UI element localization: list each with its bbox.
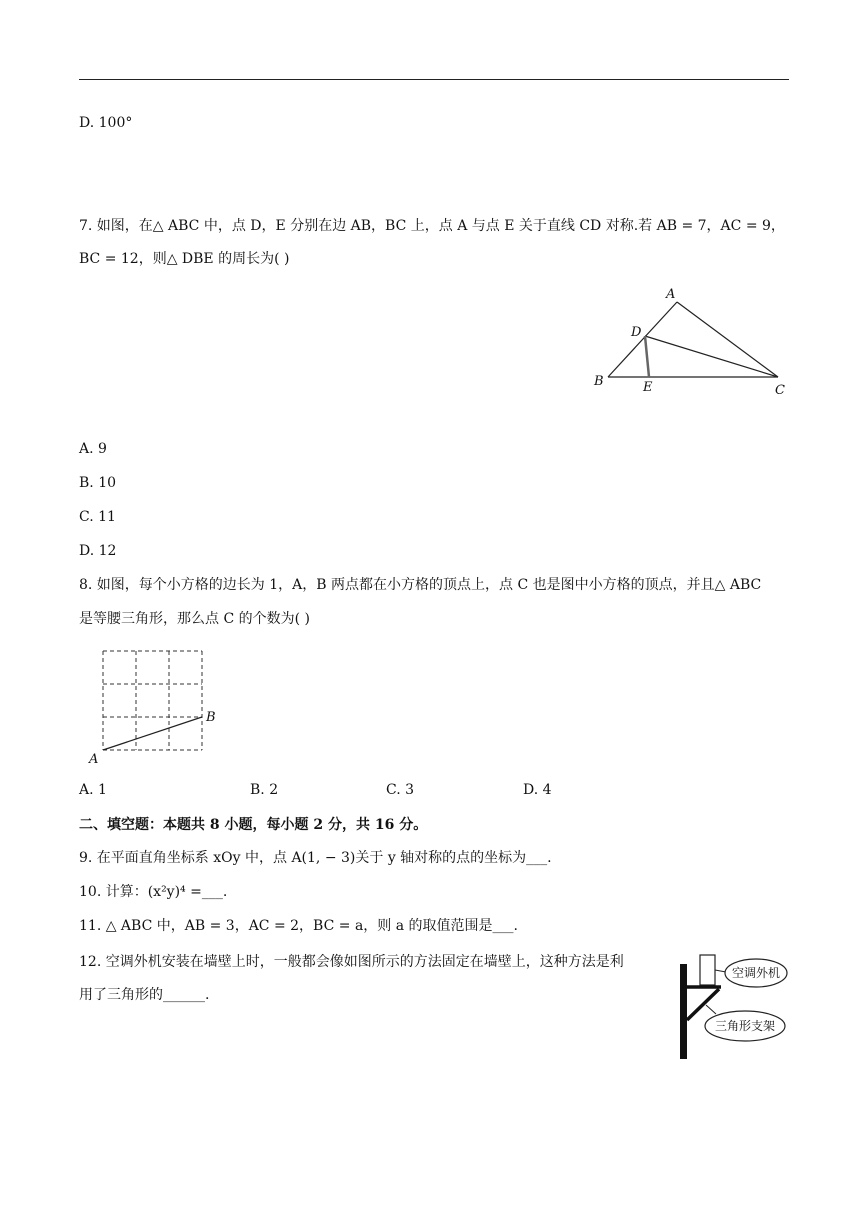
label-b: B <box>594 374 604 389</box>
q12-stem-line1: 12. 空调外机安装在墙壁上时，一般都会像如图所示的方法固定在墙壁上，这种方法是利 <box>79 954 624 970</box>
label-a: A <box>666 287 676 302</box>
q7-option-c: C. 11 <box>79 509 116 525</box>
q8-stem-line2: 是等腰三角形，那么点 C 的个数为( ) <box>79 611 310 627</box>
label-d: D <box>631 325 642 340</box>
q10-stem: 10. 计算：(x²y)⁴ =___. <box>79 884 228 900</box>
q7-stem-line2: BC = 12，则△ DBE 的周长为( ) <box>79 251 290 267</box>
label-c: C <box>775 383 785 398</box>
q7-stem-line1: 7. 如图，在△ ABC 中，点 D，E 分别在边 AB，BC 上，点 A 与点 E 关于直线 CD 对称.若 AB = 7，AC = 9， <box>79 218 785 234</box>
q7-option-b: B. 10 <box>79 475 117 491</box>
q7-option-d: D. 12 <box>79 543 117 559</box>
q8-stem-line1: 8. 如图，每个小方格的边长为 1，A，B 两点都在小方格的顶点上，点 C 也是图中小方格的顶点，并且△ ABC <box>79 577 762 593</box>
callout-ac-unit: 空调外机 <box>731 966 781 980</box>
q8-option-c: C. 3 <box>386 782 415 798</box>
q9-stem: 9. 在平面直角坐标系 xOy 中，点 A(1, − 3)关于 y 轴对称的点的坐标为___. <box>79 850 552 866</box>
section-heading: 二、填空题：本题共 8 小题，每小题 2 分，共 16 分。 <box>79 817 428 833</box>
q7-option-a: A. 9 <box>79 441 107 457</box>
q8-option-b: B. 2 <box>250 782 279 798</box>
q6-option-d: D. 100° <box>79 115 133 131</box>
callout-bracket: 三角形支架 <box>714 1019 776 1033</box>
label-b: B <box>206 710 216 725</box>
q8-option-a: A. 1 <box>79 782 107 798</box>
q8-option-d: D. 4 <box>523 782 552 798</box>
q11-stem: 11. △ ABC 中，AB = 3，AC = 2，BC = a，则 a 的取值范围是___. <box>79 918 518 934</box>
q12-stem-line2: 用了三角形的______. <box>79 987 210 1003</box>
label-e: E <box>643 380 653 395</box>
label-a: A <box>89 752 99 767</box>
